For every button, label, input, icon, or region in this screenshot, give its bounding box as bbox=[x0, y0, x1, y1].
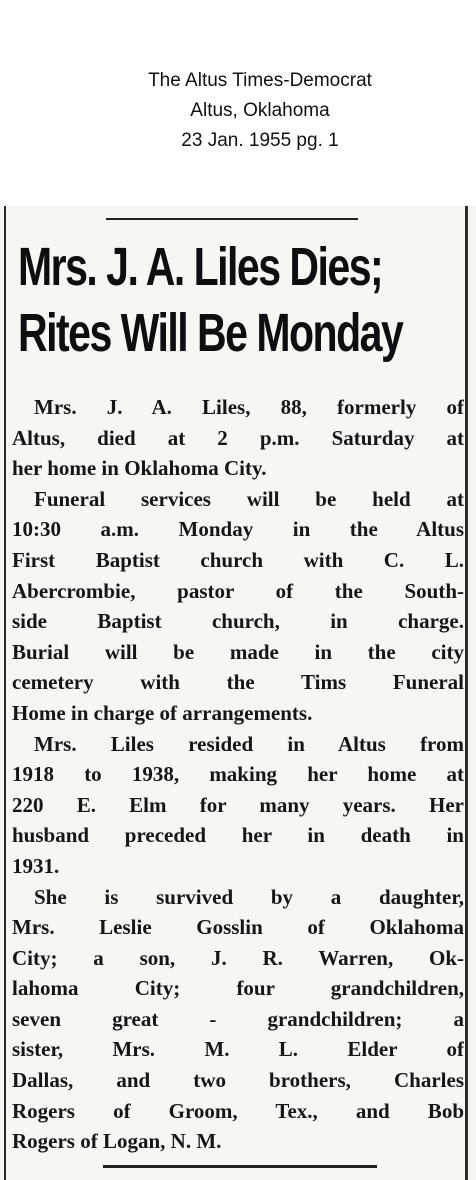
source-citation bbox=[0, 66, 476, 156]
headline-line-2: Rites Will Be Monday bbox=[18, 303, 403, 363]
article-line: side Baptist church, in charge. bbox=[12, 609, 464, 634]
newspaper-clipping bbox=[0, 206, 476, 1180]
article-line: Mrs. Liles resided in Altus from bbox=[34, 731, 464, 756]
article-line: Burial will be made in the city bbox=[12, 639, 464, 664]
article-line: Dallas, and two brothers, Charles bbox=[12, 1068, 464, 1093]
article-line: Mrs. J. A. Liles, 88, formerly of bbox=[34, 395, 464, 419]
headline-line-1: Mrs. J. A. Liles Dies; bbox=[18, 237, 383, 297]
article-line: Funeral services will be held at bbox=[34, 486, 464, 511]
article-body bbox=[12, 392, 464, 1157]
article-line: cemetery with the Tims Funeral bbox=[12, 670, 464, 695]
bottom-divider bbox=[103, 1165, 377, 1168]
article-line: 220 E. Elm for many years. Her bbox=[12, 792, 464, 817]
article-line: 1931. bbox=[12, 853, 60, 878]
article-line: Abercrombie, pastor of the South- bbox=[12, 578, 464, 603]
publication-place: Altus, Oklahoma bbox=[190, 100, 330, 121]
article-line: She is survived by a daughter, bbox=[34, 884, 464, 909]
publication-name: The Altus Times-Democrat bbox=[148, 70, 372, 91]
headline bbox=[18, 234, 403, 366]
article-line: Home in charge of arrangements. bbox=[12, 700, 313, 725]
article-line: Rogers of Logan, N. M. bbox=[12, 1129, 222, 1154]
article-line: 1918 to 1938, making her home at bbox=[12, 762, 464, 787]
article-line: Rogers of Groom, Tex., and Bob bbox=[12, 1098, 464, 1123]
article-line: City; a son, J. R. Warren, Ok- bbox=[12, 945, 464, 970]
column-rule-left bbox=[4, 206, 6, 1180]
article-line: seven great - grandchildren; a bbox=[12, 1006, 464, 1031]
article-line: Mrs. Leslie Gosslin of Oklahoma bbox=[12, 915, 464, 940]
column-rule-right bbox=[465, 206, 468, 1180]
article-line: sister, Mrs. M. L. Elder of bbox=[12, 1037, 464, 1062]
publication-date-page: 23 Jan. 1955 pg. 1 bbox=[181, 130, 339, 151]
article-line: husband preceded her in death in bbox=[12, 823, 464, 848]
article-line: First Baptist church with C. L. bbox=[12, 547, 464, 572]
article-line: her home in Oklahoma City. bbox=[12, 456, 267, 481]
article-line: lahoma City; four grandchildren, bbox=[12, 976, 464, 1001]
article-line: Altus, died at 2 p.m. Saturday at bbox=[12, 425, 464, 450]
top-divider bbox=[106, 218, 358, 220]
article-line: 10:30 a.m. Monday in the Altus bbox=[12, 517, 464, 542]
